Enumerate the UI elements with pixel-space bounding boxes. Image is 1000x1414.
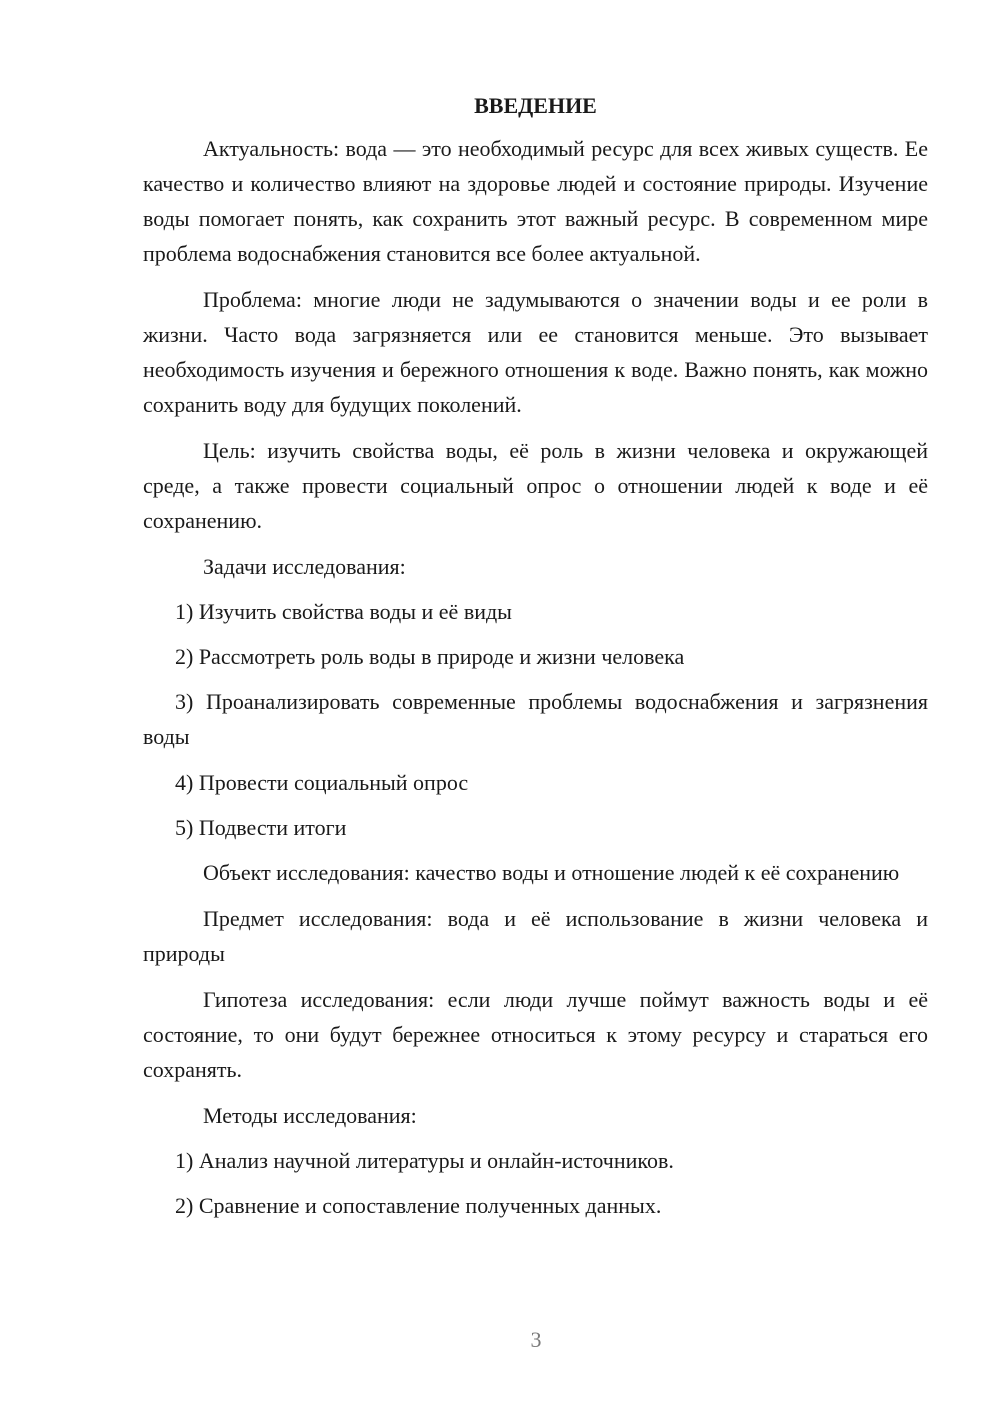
paragraph-goal: Цель: изучить свойства воды, её роль в жизни человека и окружающей среде, а также провести социальный опрос о отношении людей к воде и её сохранению. — [143, 438, 928, 533]
task-item-4: 4) Провести социальный опрос — [175, 770, 469, 795]
method-item-1: 1) Анализ научной литературы и онлайн-источников. — [175, 1148, 674, 1173]
task-item-1: 1) Изучить свойства воды и её виды — [175, 599, 512, 624]
paragraph-subject: Предмет исследования: вода и её использование в жизни человека и природы — [143, 906, 928, 966]
paragraph-problem: Проблема: многие люди не задумываются о значении воды и ее роли в жизни. Часто вода загрязняется или ее становится меньше. Это вызывает необходимость изучения и бережного отношения к воде. Важно понять, как можно сохранить воду для будущих поколений. — [143, 287, 928, 417]
paragraph-hypothesis: Гипотеза исследования: если люди лучше поймут важность воды и её состояние, то они будут бережнее относиться к этому ресурсу и стараться его сохранять. — [143, 987, 928, 1082]
paragraph-methods-heading: Методы исследования: — [203, 1103, 417, 1128]
task-item-2: 2) Рассмотреть роль воды в природе и жизни человека — [175, 644, 685, 669]
method-item-2: 2) Сравнение и сопоставление полученных данных. — [175, 1193, 662, 1218]
page-content — [143, 88, 928, 1233]
paragraph-tasks-heading: Задачи исследования: — [203, 554, 406, 579]
task-item-5: 5) Подвести итоги — [175, 815, 347, 840]
paragraph-object: Объект исследования: качество воды и отношение людей к её сохранению — [203, 860, 900, 885]
section-title: ВВЕДЕНИЕ — [474, 93, 597, 118]
task-item-3: 3) Проанализировать современные проблемы водоснабжения и загрязнения воды — [143, 689, 928, 749]
page-number: 3 — [530, 1327, 542, 1352]
paragraph-relevance: Актуальность: вода — это необходимый ресурс для всех живых существ. Ее качество и количество влияют на здоровье людей и состояние природы. Изучение воды помогает понять, как сохранить этот важный ресурс. В современном мире проблема водоснабжения становится все более актуальной. — [143, 136, 928, 266]
